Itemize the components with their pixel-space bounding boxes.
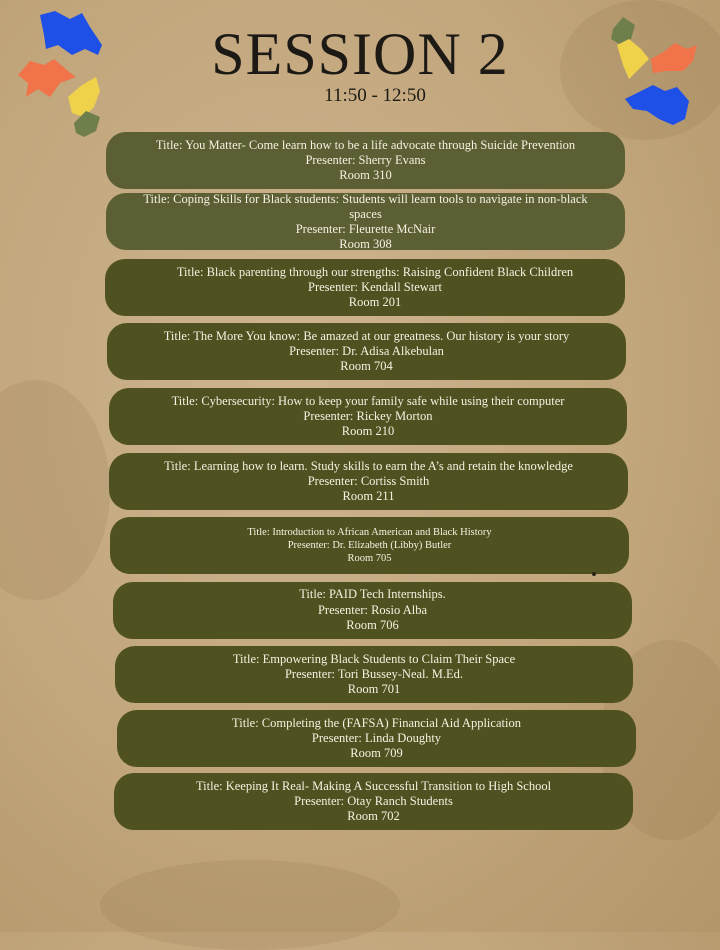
session-card bbox=[115, 646, 633, 703]
ink-dot bbox=[592, 572, 596, 576]
session-card-presenter: Presenter: Dr. Adisa Alkebulan bbox=[289, 344, 444, 358]
session-card-presenter: Presenter: Linda Doughty bbox=[311, 731, 442, 745]
session-card-room: Room 308 bbox=[339, 236, 392, 251]
paper-stain bbox=[0, 380, 110, 600]
session-card bbox=[106, 193, 625, 250]
session-card bbox=[114, 773, 633, 830]
session-card-room: Room 201 bbox=[348, 295, 402, 309]
session-title: SESSION 2 bbox=[211, 21, 509, 87]
session-card bbox=[109, 453, 628, 510]
session-card-presenter: Presenter: Rickey Morton bbox=[303, 409, 433, 423]
session-card bbox=[109, 388, 627, 445]
session-card-room: Room 709 bbox=[350, 746, 403, 760]
session-card-room: Room 704 bbox=[340, 359, 393, 373]
session-card-title: Title: Introduction to African American and Black History bbox=[247, 527, 492, 538]
session-card-room: Room 701 bbox=[347, 682, 401, 696]
session-card-room: Room 706 bbox=[346, 618, 399, 633]
session-card-presenter: Presenter: Dr. Elizabeth (Libby) Butler bbox=[287, 540, 452, 551]
session-card-presenter: Presenter: Sherry Evans bbox=[305, 153, 426, 167]
session-card bbox=[106, 132, 625, 189]
session-card-room: Room 705 bbox=[347, 553, 392, 564]
session-card-title: Title: Cybersecurity: How to keep your family safe while using their computer bbox=[171, 394, 565, 408]
session-card-room: Room 211 bbox=[342, 489, 395, 503]
session-card-title: Title: You Matter- Come learn how to be a life advocate through Suicide Prevention bbox=[155, 138, 576, 152]
session-card bbox=[105, 259, 625, 316]
session-card bbox=[117, 710, 636, 767]
session-card-presenter: Presenter: Cortiss Smith bbox=[307, 474, 430, 488]
paper-stain bbox=[100, 860, 400, 950]
session-card bbox=[107, 323, 626, 380]
session-card-title: Title: The More You know: Be amazed at our greatness. Our history is your story bbox=[163, 329, 570, 343]
session-card-presenter: Presenter: Rosio Alba bbox=[317, 602, 427, 617]
session-card-title: Title: Coping Skills for Black students: Students will learn tools to navigate in non-black spaces bbox=[143, 191, 588, 221]
session-card-presenter: Presenter: Tori Bussey-Neal. M.Ed. bbox=[284, 667, 464, 681]
session-time: 11:50 - 12:50 bbox=[324, 85, 426, 106]
session-card-title: Title: PAID Tech Internships. bbox=[299, 587, 446, 602]
session-card-room: Room 310 bbox=[339, 168, 392, 182]
session-card-presenter: Presenter: Otay Ranch Students bbox=[294, 794, 453, 808]
session-card-title: Title: Completing the (FAFSA) Financial Aid Application bbox=[232, 716, 521, 730]
session-card-presenter: Presenter: Fleurette McNair bbox=[295, 221, 436, 236]
session-card-title: Title: Empowering Black Students to Claim Their Space bbox=[232, 652, 516, 666]
session-card-room: Room 210 bbox=[341, 424, 395, 438]
session-card bbox=[110, 517, 629, 574]
session-card-presenter: Presenter: Kendall Stewart bbox=[308, 280, 442, 294]
session-card-title: Title: Keeping It Real- Making A Successful Transition to High School bbox=[195, 779, 552, 793]
session-card bbox=[113, 582, 632, 639]
session-card-title: Title: Learning how to learn. Study skills to earn the A’s and retain the knowledge bbox=[164, 459, 573, 473]
session-card-title: Title: Black parenting through our strengths: Raising Confident Black Children bbox=[176, 265, 574, 279]
session-card-room: Room 702 bbox=[347, 809, 400, 823]
